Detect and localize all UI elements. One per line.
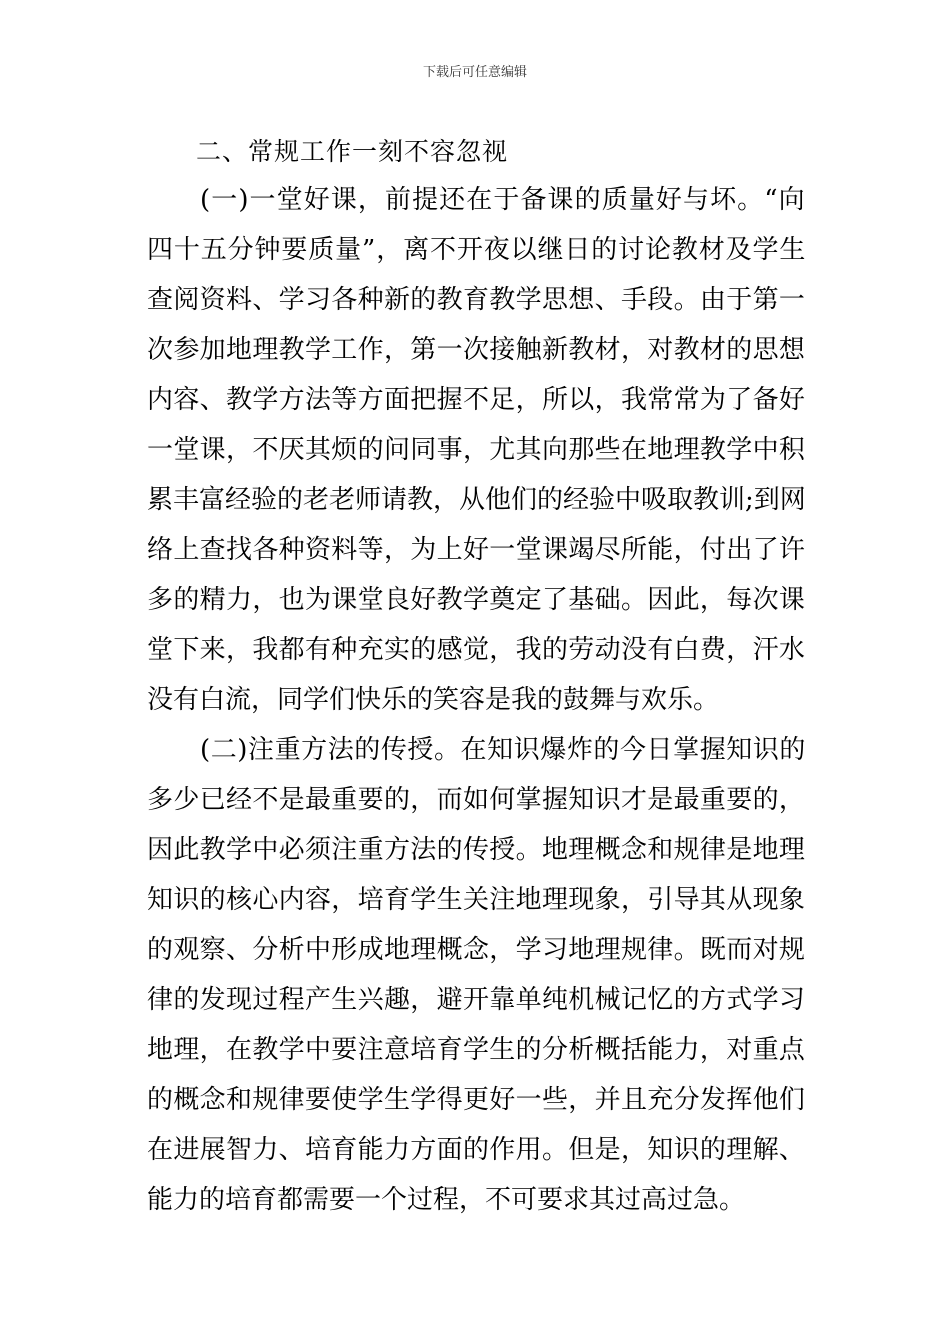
- paragraph-1-line-6: 一堂课，不厌其烦的问同事，尤其向那些在地理教学中积: [147, 435, 806, 465]
- paragraph-2-line-4: 知识的核心内容，培育学生关注地理现象，引导其从现象: [147, 885, 806, 915]
- paragraph-2-line-5: 的观察、分析中形成地理概念，学习地理规律。既而对规: [147, 935, 806, 965]
- paragraph-2-line-9: 在进展智力、培育能力方面的作用。但是，知识的理解、: [147, 1135, 806, 1165]
- paragraph-1-line-7: 累丰富经验的老老师请教，从他们的经验中吸取教训;到网: [147, 485, 806, 515]
- section-heading: 二、常规工作一刻不容忽视: [196, 137, 509, 166]
- paragraph-1-line-8: 络上查找各种资料等，为上好一堂课竭尽所能，付出了许: [147, 535, 806, 565]
- paragraph-2-line-3: 因此教学中必须注重方法的传授。地理概念和规律是地理: [147, 835, 806, 865]
- paragraph-2-line-2: 多少已经不是最重要的，而如何掌握知识才是最重要的，: [147, 785, 806, 815]
- paragraph-2-line-1: (二)注重方法的传授。在知识爆炸的今日掌握知识的: [200, 735, 806, 765]
- paragraph-1-line-10: 堂下来，我都有种充实的感觉，我的劳动没有白费，汗水: [147, 635, 806, 665]
- page-header-note: 下载后可任意编辑: [422, 65, 527, 80]
- paragraph-2-line-10: 能力的培育都需要一个过程，不可要求其过高过急。: [147, 1185, 746, 1215]
- paragraph-1-line-11: 没有白流，同学们快乐的笑容是我的鼓舞与欢乐。: [147, 685, 720, 715]
- paragraph-1-line-5: 内容、教学方法等方面把握不足，所以，我常常为了备好: [147, 385, 806, 415]
- paragraph-1-line-9: 多的精力，也为课堂良好教学奠定了基础。因此，每次课: [147, 585, 806, 615]
- paragraph-2-line-6: 律的发现过程产生兴趣，避开靠单纯机械记忆的方式学习: [147, 985, 806, 1015]
- paragraph-1-line-3: 查阅资料、学习各种新的教育教学思想、手段。由于第一: [147, 285, 806, 315]
- paragraph-1-line-2: 四十五分钟要质量”，离不开夜以继日的讨论教材及学生: [147, 235, 807, 265]
- paragraph-1-line-4: 次参加地理教学工作，第一次接触新教材，对教材的思想: [147, 335, 806, 365]
- paragraph-2-line-8: 的概念和规律要使学生学得更好一些，并且充分发挥他们: [147, 1085, 806, 1115]
- paragraph-2-line-7: 地理，在教学中要注意培育学生的分析概括能力，对重点: [147, 1035, 806, 1065]
- paragraph-1-line-1: (一)一堂好课，前提还在于备课的质量好与坏。“向: [200, 185, 806, 215]
